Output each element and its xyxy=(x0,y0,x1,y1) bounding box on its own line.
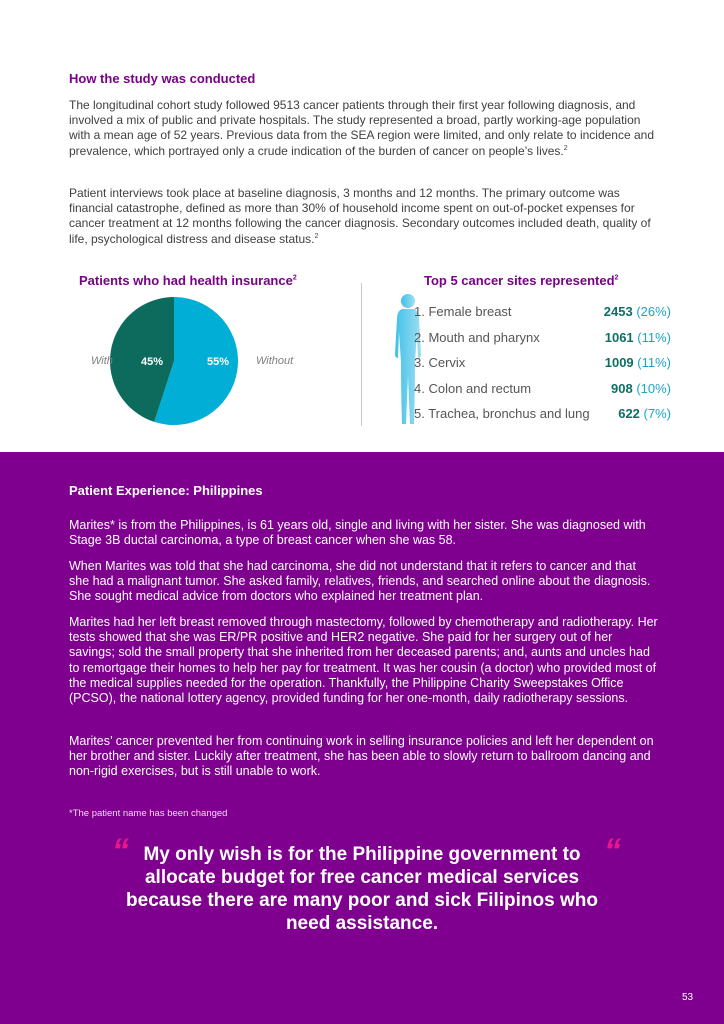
site-count: 1009 xyxy=(604,355,634,371)
reference-marker: 2 xyxy=(314,232,319,240)
site-value xyxy=(618,406,671,421)
site-row xyxy=(414,378,674,404)
pie-without-label: Without xyxy=(256,355,294,367)
quote-close-mark: “ xyxy=(604,832,621,870)
reference-marker: 2 xyxy=(292,274,297,282)
study-paragraph-1-text: The longitudinal cohort study followed 9513 cancer patients through their first year following diagnosis, and involved a mix of public and private hospitals. The study represented a broad, partly working-age population with a mean age of 52 years. Previous data from the SEA region were limited, and only relate to incidence and prevalence, which portrayed only a crude indication of the burden of cancer on people’s lives. xyxy=(69,98,654,158)
patient-name-footnote: *The patient name has been changed xyxy=(69,808,228,819)
cancer-sites-list xyxy=(414,301,674,429)
experience-paragraph-1: Marites* is from the Philippines, is 61 years old, single and living with her sister. She was diagnosed with Stage 3B ductal carcinoma, a type of breast cancer when she was 58. xyxy=(69,518,646,548)
site-count: 622 xyxy=(618,406,640,422)
reference-marker: 2 xyxy=(614,274,619,282)
study-paragraph-2-text: Patient interviews took place at baseline diagnosis, 3 months and 12 months. The primary outcome was financial catastrophe, defined as more than 30% of household income spent on out-of-pocket expenses for cancer treatment at 12 months following the cancer diagnosis. Secondary outcomes included death, quality of life, psychological distress and disease status. xyxy=(69,186,651,246)
patient-experience-heading: Patient Experience: Philippines xyxy=(69,483,263,498)
site-value xyxy=(605,330,671,345)
site-row xyxy=(414,327,674,353)
site-row xyxy=(414,301,674,327)
site-count: 908 xyxy=(610,380,633,396)
site-count: 1061 xyxy=(604,329,634,345)
site-label: 3. Cervix xyxy=(414,355,466,371)
site-value xyxy=(605,355,671,370)
site-value xyxy=(604,304,671,319)
study-section xyxy=(0,0,724,452)
experience-paragraph-4: Marites’ cancer prevented her from continuing work in selling insurance policies and left her dependent on her brother and sister. Luckily after treatment, she has been able to slowly return to ballroom dancing and non-rigid exercises, but is still unable to work. xyxy=(69,734,654,779)
sites-chart-title-text: Top 5 cancer sites represented xyxy=(424,273,615,288)
pie-value-label: 55% xyxy=(206,356,230,368)
site-label: 4. Colon and rectum xyxy=(414,380,532,396)
pull-quote: My only wish is for the Philippine government to allocate budget for free cancer medical services because there are many poor and sick Filipinos who need assistance. xyxy=(126,844,598,934)
page-number: 53 xyxy=(682,992,694,1003)
insurance-chart-title-text: Patients who had health insurance xyxy=(79,273,293,288)
pie-with-label: With xyxy=(91,355,113,367)
site-value xyxy=(611,381,671,396)
site-percent: (7%) xyxy=(643,406,671,422)
study-heading: How the study was conducted xyxy=(69,71,256,86)
site-row xyxy=(414,403,674,429)
site-percent: (26%) xyxy=(636,304,671,319)
pie-value-label: 45% xyxy=(140,356,164,368)
site-label: 1. Female breast xyxy=(414,304,512,319)
site-percent: (11%) xyxy=(637,355,671,371)
site-percent: (10%) xyxy=(636,380,671,396)
site-label: 5. Trachea, bronchus and lung xyxy=(414,406,590,422)
site-count: 2453 xyxy=(603,304,633,319)
site-label: 2. Mouth and pharynx xyxy=(414,329,540,345)
experience-paragraph-2: When Marites was told that she had carcinoma, she did not understand that it refers to cancer and that she had a malignant tumor. She asked family, relatives, friends, and searched online about the diagnosis. She sought medical advice from doctors who explained her treatment plan. xyxy=(69,559,651,604)
reference-marker: 2 xyxy=(563,144,568,152)
experience-paragraph-3: Marites had her left breast removed through mastectomy, followed by chemotherapy and radiotherapy. Her tests showed that she was ER/PR positive and HER2 negative. She paid for her surgery out of her savings; sold the small property that she inherited from her deceased parents; and, aunts and uncles had to remortgage their homes to help her pay for treatment. It was her cousin (a doctor) who provided most of the medical supplies needed for the operation. Thankfully, the Philippine Charity Sweepstakes Office (PCSO), the national lottery agency, provided funding for her one-month, daily radiotherapy sessions. xyxy=(69,615,658,706)
site-row xyxy=(414,352,674,378)
quote-open-mark: “ xyxy=(112,832,129,870)
site-percent: (11%) xyxy=(637,329,671,345)
sites-chart-title xyxy=(424,273,618,288)
chart-divider xyxy=(361,283,362,426)
